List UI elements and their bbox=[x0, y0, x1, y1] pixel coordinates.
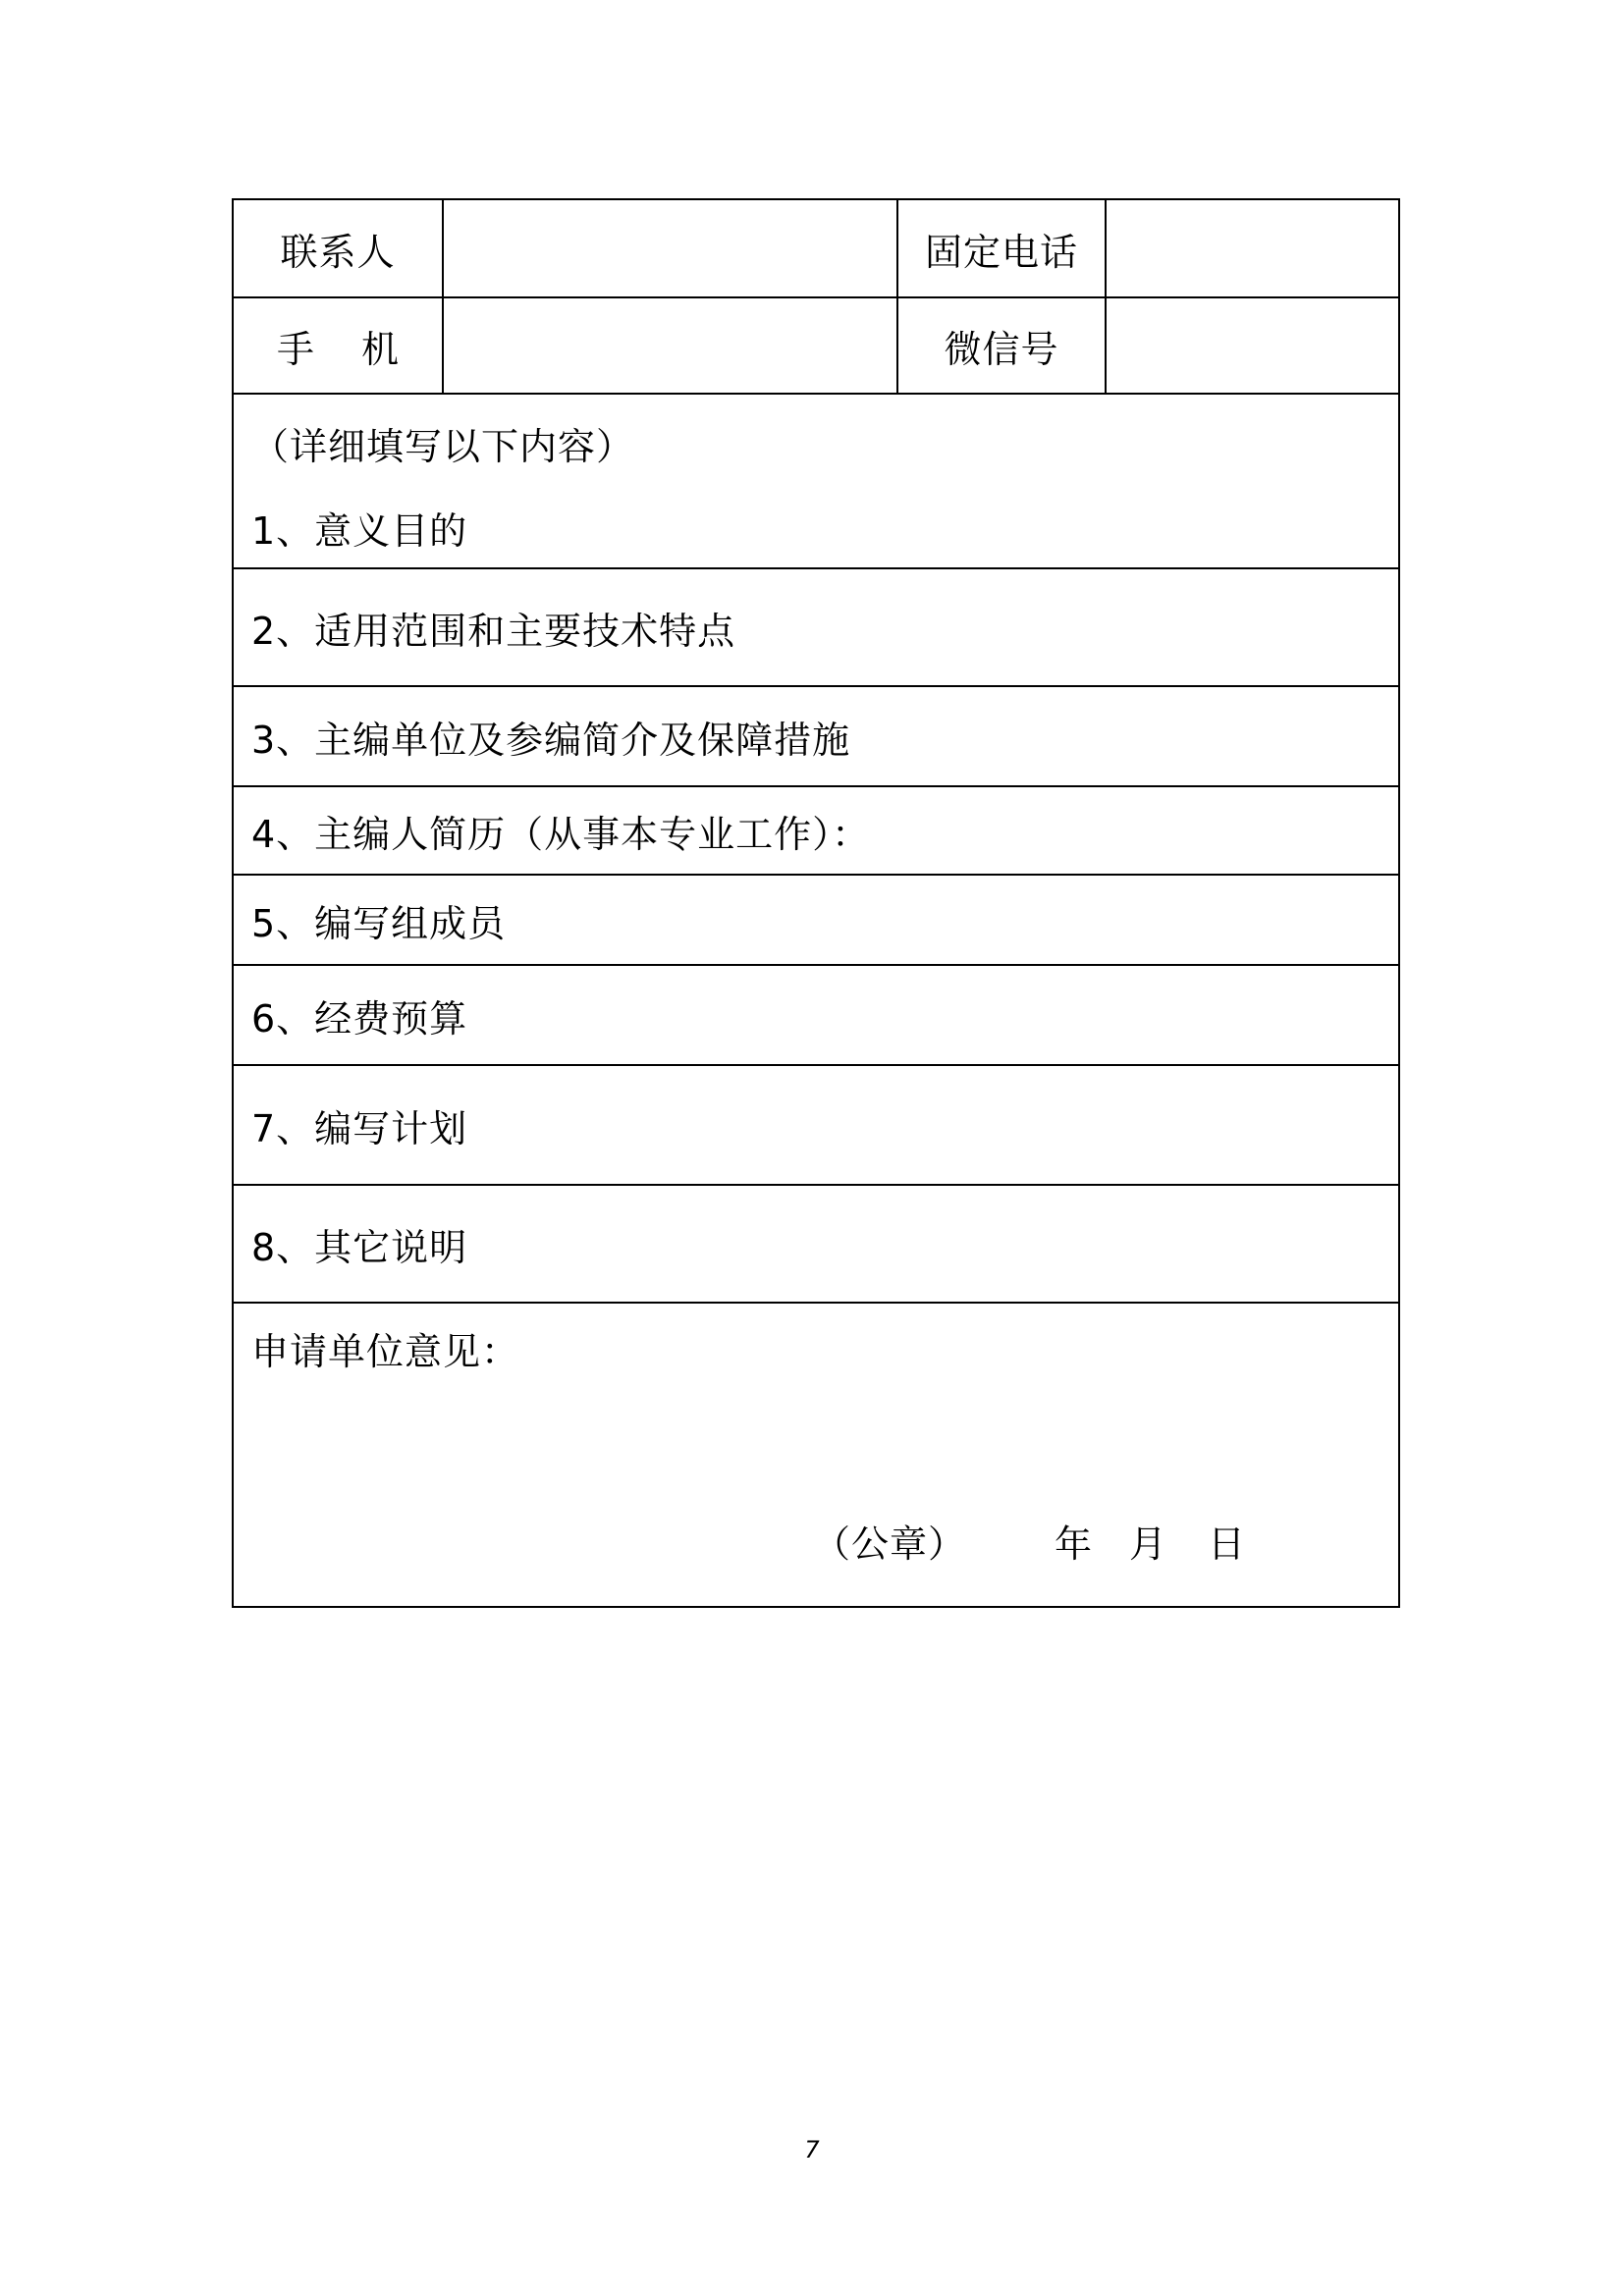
section-units[interactable] bbox=[234, 687, 1398, 785]
section-title-purpose: 1、意义目的 bbox=[251, 509, 468, 553]
section-title-resume: 4、主编人简历（从事本专业工作）： bbox=[251, 812, 871, 856]
contact-person-label: 联系人 bbox=[280, 230, 396, 274]
section-scope-row bbox=[234, 567, 1398, 685]
opinion-label: 申请单位意见： bbox=[251, 1330, 520, 1373]
landline-label: 固定电话 bbox=[896, 200, 1105, 296]
seal-label: （公章） bbox=[813, 1522, 967, 1566]
section-title-members: 5、编写组成员 bbox=[251, 901, 507, 945]
page-number: 7 bbox=[804, 2136, 820, 2163]
year-label: 年 bbox=[1055, 1522, 1094, 1566]
opinion-row bbox=[234, 1302, 1398, 1606]
section-title-budget: 6、经费预算 bbox=[251, 996, 468, 1041]
section-title-other: 8、其它说明 bbox=[251, 1225, 468, 1269]
section-other[interactable] bbox=[234, 1186, 1398, 1302]
section-plan[interactable] bbox=[234, 1066, 1398, 1184]
month-label: 月 bbox=[1129, 1522, 1168, 1566]
applicant-opinion-box[interactable] bbox=[234, 1304, 1398, 1606]
section-title-plan: 7、编写计划 bbox=[251, 1106, 468, 1150]
mobile-row bbox=[234, 296, 1398, 393]
section-members[interactable] bbox=[234, 876, 1398, 964]
landline-field[interactable] bbox=[1105, 200, 1398, 296]
section-purpose-row bbox=[234, 393, 1398, 567]
section-scope[interactable] bbox=[234, 569, 1398, 685]
section-resume[interactable] bbox=[234, 787, 1398, 874]
section-budget-row bbox=[234, 964, 1398, 1064]
section-purpose[interactable] bbox=[234, 395, 1398, 567]
section-budget[interactable] bbox=[234, 966, 1398, 1064]
section-title-units: 3、主编单位及参编简介及保障措施 bbox=[251, 718, 851, 762]
section-resume-row bbox=[234, 785, 1398, 874]
mobile-field[interactable] bbox=[442, 298, 896, 393]
section-plan-row bbox=[234, 1064, 1398, 1184]
mobile-label bbox=[234, 298, 442, 393]
fill-instruction-note: （详细填写以下内容） bbox=[251, 425, 635, 468]
section-members-row bbox=[234, 874, 1398, 964]
mobile-label-text: 手 机 bbox=[276, 327, 417, 371]
day-label: 日 bbox=[1208, 1522, 1247, 1566]
section-units-row bbox=[234, 685, 1398, 785]
contact-person-field[interactable] bbox=[442, 200, 896, 296]
application-form-table bbox=[232, 198, 1400, 1608]
section-title-scope: 2、适用范围和主要技术特点 bbox=[251, 609, 736, 653]
wechat-label: 微信号 bbox=[896, 298, 1105, 393]
section-other-row bbox=[234, 1184, 1398, 1302]
wechat-field[interactable] bbox=[1105, 298, 1398, 393]
contact-row bbox=[234, 200, 1398, 296]
